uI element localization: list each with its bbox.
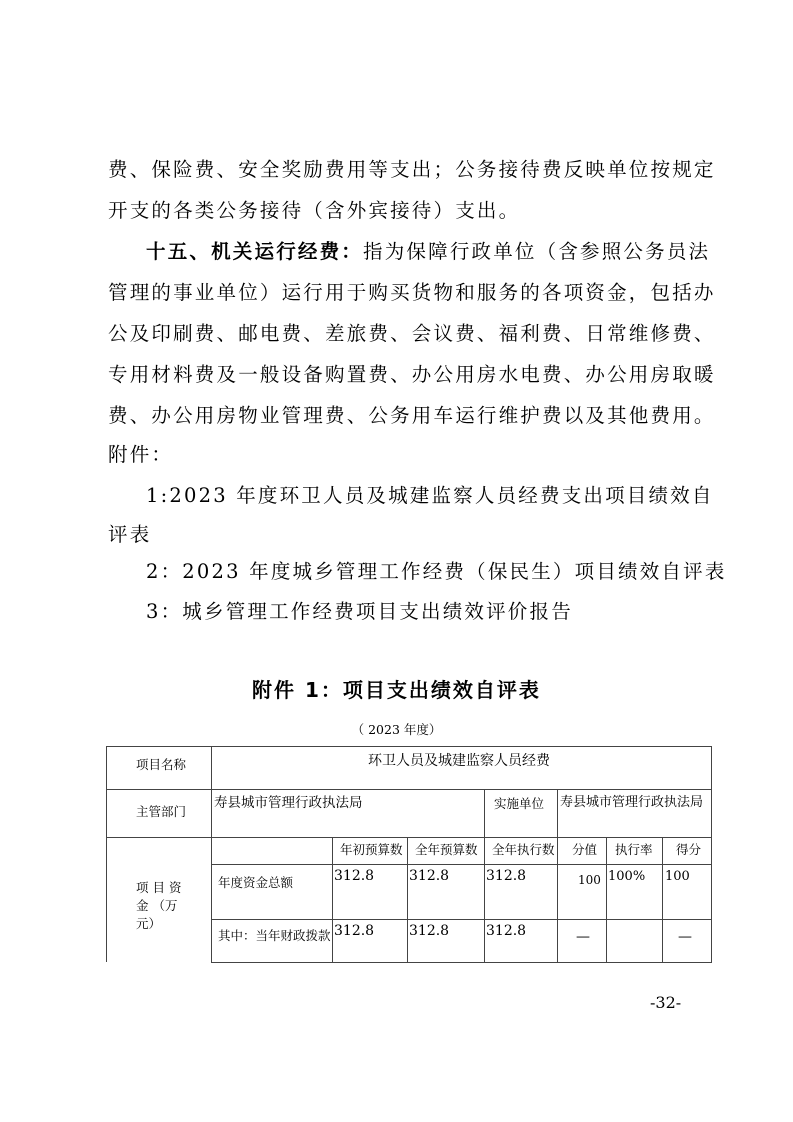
row-fiscal-annual: 312.8 bbox=[409, 923, 450, 939]
row-total-rate: 100% bbox=[608, 869, 646, 884]
table-border bbox=[211, 962, 712, 963]
row-total-score: 100 bbox=[665, 869, 690, 884]
table-border bbox=[711, 746, 712, 962]
paragraph-line-1: 费、保险费、安全奖励费用等支出；公务接待费反映单位按规定 bbox=[108, 158, 716, 181]
row-fiscal-score-value: — bbox=[576, 929, 590, 945]
row-total-label: 年度资金总额 bbox=[218, 875, 294, 890]
table-border bbox=[332, 837, 333, 962]
header-score: 得分 bbox=[676, 842, 702, 857]
attachment-item-3: 3：城乡管理工作经费项目支出绩效评价报告 bbox=[146, 600, 573, 623]
row-fiscal-label: 其中：当年财政拨款 bbox=[218, 928, 331, 943]
header-annual-budget: 全年预算数 bbox=[415, 842, 478, 857]
table-border bbox=[211, 919, 712, 920]
row-total-annual: 312.8 bbox=[409, 868, 450, 884]
section-text: 指为保障行政单位（含参照公务员法 bbox=[363, 240, 711, 263]
attachment-title: 附件 1：项目支出绩效自评表 bbox=[252, 678, 541, 702]
attachments-label: 附件： bbox=[108, 443, 174, 466]
paragraph-line-7: 费、办公用房物业管理费、公务用车运行维护费以及其他费用。 bbox=[108, 404, 716, 427]
table-border bbox=[106, 789, 712, 790]
paragraph-line-6: 专用材料费及一般设备购置费、办公用房水电费、办公用房取暖 bbox=[108, 363, 716, 386]
row-total-initial: 312.8 bbox=[334, 868, 375, 884]
row-fiscal-executed: 312.8 bbox=[486, 923, 527, 939]
paragraph-line-5: 公及印刷费、邮电费、差旅费、会议费、福利费、日常维修费、 bbox=[108, 322, 716, 345]
table-border bbox=[106, 746, 712, 747]
table-border bbox=[557, 789, 558, 837]
header-annual-executed: 全年执行数 bbox=[492, 842, 555, 857]
table-border bbox=[407, 837, 408, 962]
section-heading: 十五、机关运行经费： bbox=[146, 240, 364, 263]
impl-value: 寿县城市管理行政执法局 bbox=[560, 795, 704, 810]
section-fifteen-line bbox=[146, 240, 710, 264]
table-border bbox=[106, 837, 712, 838]
table-border bbox=[484, 789, 485, 837]
paragraph-line-4: 管理的事业单位）运行用于购买货物和服务的各项资金，包括办 bbox=[108, 281, 716, 304]
project-name-value: 环卫人员及城建监察人员经费 bbox=[368, 753, 550, 769]
project-name-label: 项目名称 bbox=[136, 757, 187, 772]
table-border bbox=[662, 837, 663, 962]
funds-label-line1: 项 目 资 bbox=[136, 880, 182, 895]
table-border bbox=[211, 746, 212, 962]
header-initial-budget: 年初预算数 bbox=[340, 842, 403, 857]
funds-label-line3: 元） bbox=[136, 916, 162, 931]
table-border bbox=[557, 837, 558, 962]
row-total-executed: 312.8 bbox=[486, 868, 527, 884]
header-execution-rate: 执行率 bbox=[615, 842, 653, 857]
table-border bbox=[211, 864, 712, 865]
dept-label: 主管部门 bbox=[136, 804, 187, 819]
attachment-item-1: 1:2023 年度环卫人员及城建监察人员经费支出项目绩效自 bbox=[146, 484, 714, 507]
attachment-item-1-cont: 评表 bbox=[108, 523, 152, 546]
page-number: -32- bbox=[650, 993, 682, 1012]
impl-label: 实施单位 bbox=[494, 796, 545, 811]
row-fiscal-initial: 312.8 bbox=[334, 923, 375, 939]
year-note: （ 2023 年度） bbox=[351, 722, 442, 737]
table-border bbox=[106, 746, 107, 962]
table-border bbox=[606, 837, 607, 962]
funds-label-line2: 金 （万 bbox=[136, 898, 178, 913]
header-score-value: 分值 bbox=[572, 842, 598, 857]
paragraph-line-2: 开支的各类公务接待（含外宾接待）支出。 bbox=[108, 199, 521, 222]
row-fiscal-score: — bbox=[678, 929, 692, 945]
attachment-item-2: 2：2023 年度城乡管理工作经费（保民生）项目绩效自评表 bbox=[146, 560, 727, 583]
table-border bbox=[484, 837, 485, 962]
row-total-score-value: 100 bbox=[578, 873, 601, 887]
dept-value: 寿县城市管理行政执法局 bbox=[214, 795, 363, 811]
